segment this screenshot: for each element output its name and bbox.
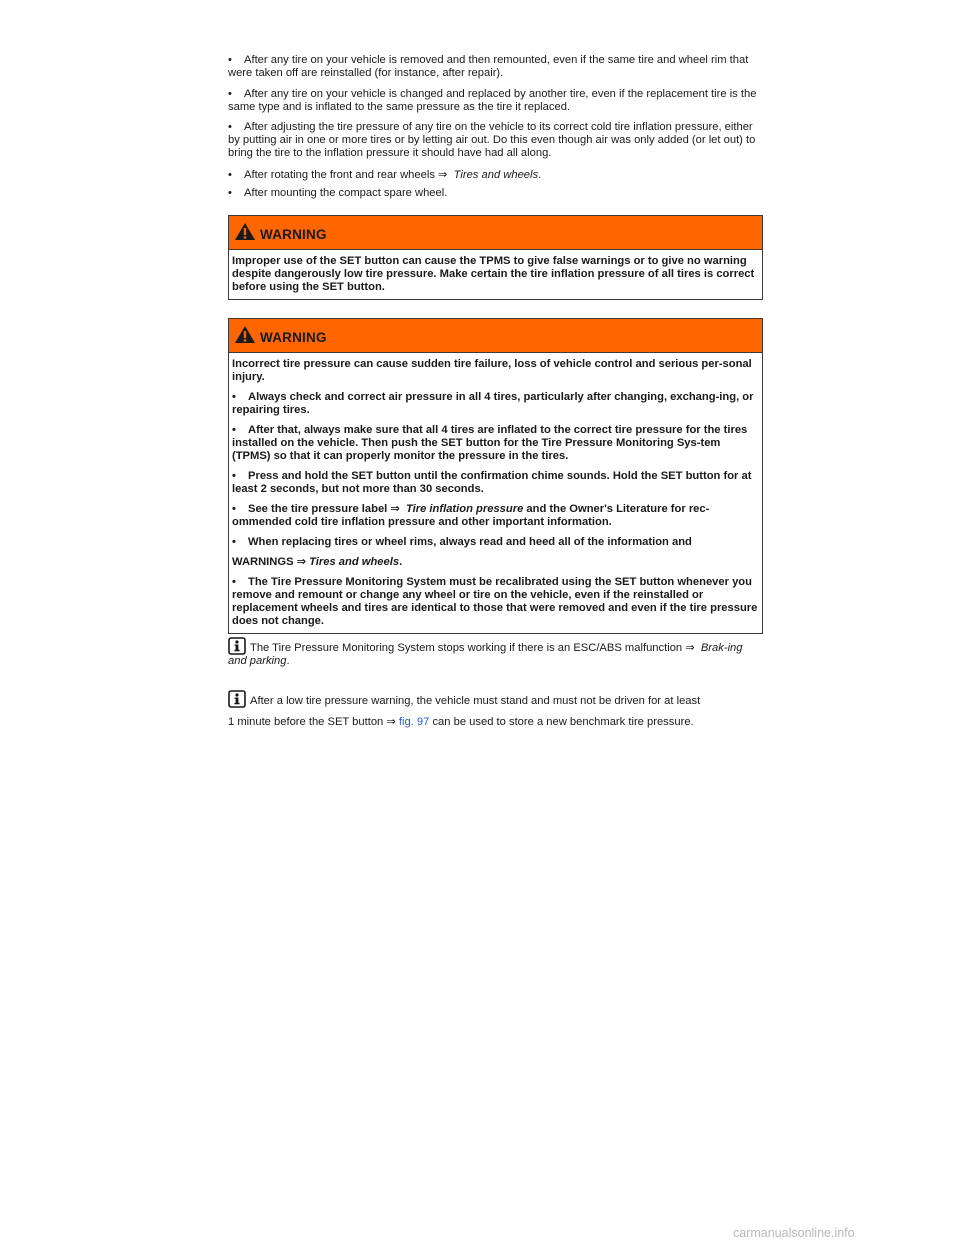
list-item: • After any tire on your vehicle is removed and then remounted, even if the same tire and wheel rim that were taken off are reinstalled (for instance, after repair).	[228, 54, 749, 79]
warning-triangle-icon	[234, 325, 256, 344]
cross-reference-link[interactable]: Tire inflation pressure	[406, 503, 524, 515]
warning-box	[228, 215, 763, 300]
list-item: • When replacing tires or wheel rims, always read and heed all of the information and	[232, 536, 692, 548]
warning-intro: Incorrect tire pressure can cause sudden tire failure, loss of vehicle control and serious per-sonal injury.	[232, 358, 752, 383]
list-item: • After rotating the front and rear wheels ⇒ Tires and wheels.	[228, 169, 542, 181]
list-item: • Press and hold the SET button until the confirmation chime sounds. Hold the SET button for at least 2 seconds, but not more than 30 seconds.	[232, 470, 752, 495]
warning-text: Improper use of the SET button can cause the TPMS to give false warnings or to give no warning despite dangerously low tire pressure. Make certain the tire inflation pressure of all tires is correct before using the SET button.	[232, 255, 755, 293]
warning-title: WARNING	[260, 227, 327, 242]
list-item: • The Tire Pressure Monitoring System must be recalibrated using the SET button whenever you remove and remount or change any wheel or tire on the vehicle, even if the reinstalled or replacement wheels and tires are identical to those that were removed and even if the tire pressure does not change.	[232, 576, 758, 627]
warning-title: WARNING	[260, 330, 327, 345]
warning-triangle-icon	[234, 222, 256, 241]
watermark: carmanualsonline.info	[733, 1226, 855, 1240]
warning-text	[229, 353, 762, 633]
list-item: • After adjusting the tire pressure of any tire on the vehicle to its correct cold tire inflation pressure, either by putting air in one or more tires or by letting air out. Do this even though air was only added (or let out) to bring the tire to the inflation pressure it should have had all along.	[228, 121, 756, 159]
figure-link[interactable]: fig. 97	[398, 716, 430, 728]
note: After a low tire pressure warning, the vehicle must stand and must not be driven for at least 1 minute before the SET button ⇒ fig. 97 can be used to store a new benchmark tire pressure.	[228, 690, 763, 729]
note-info-icon	[228, 637, 246, 655]
note-info-icon	[228, 690, 246, 708]
note-line: 1 minute before the SET button ⇒ fig. 97 can be used to store a new benchmark tire pressure.	[228, 716, 694, 728]
note: The Tire Pressure Monitoring System stops working if there is an ESC/ABS malfunction ⇒ Brak-ing and parking.	[228, 637, 763, 668]
list-item: • After mounting the compact spare wheel.	[228, 187, 448, 199]
cross-reference-link[interactable]: Tires and wheels	[309, 556, 400, 568]
list-item-continuation: WARNINGS ⇒ Tires and wheels.	[232, 556, 403, 568]
cross-reference-link[interactable]: Brak-ing and parking	[228, 642, 743, 667]
list-item: • Always check and correct air pressure in all 4 tires, particularly after changing, exchang-ing, or repairing tires.	[232, 391, 754, 416]
warning-header	[229, 216, 762, 250]
list-item: • After that, always make sure that all 4 tires are inflated to the correct tire pressure for the tires installed on the vehicle. Then push the SET button for the Tire Pressure Monitoring Sys-tem (TPMS) so that it can properly monitor the pressure in the tires.	[232, 424, 748, 462]
list-item: • See the tire pressure label ⇒ Tire inflation pressure and the Owner's Literature for rec-ommended cold tire inflation pressure and other important information.	[232, 503, 710, 528]
warning-header	[229, 319, 762, 353]
warning-box	[228, 318, 763, 634]
list-item: • After any tire on your vehicle is changed and replaced by another tire, even if the replacement tire is the same type and is inflated to the same pressure as the tire it replaced.	[228, 88, 757, 113]
cross-reference-link[interactable]: Tires and wheels	[453, 169, 539, 181]
